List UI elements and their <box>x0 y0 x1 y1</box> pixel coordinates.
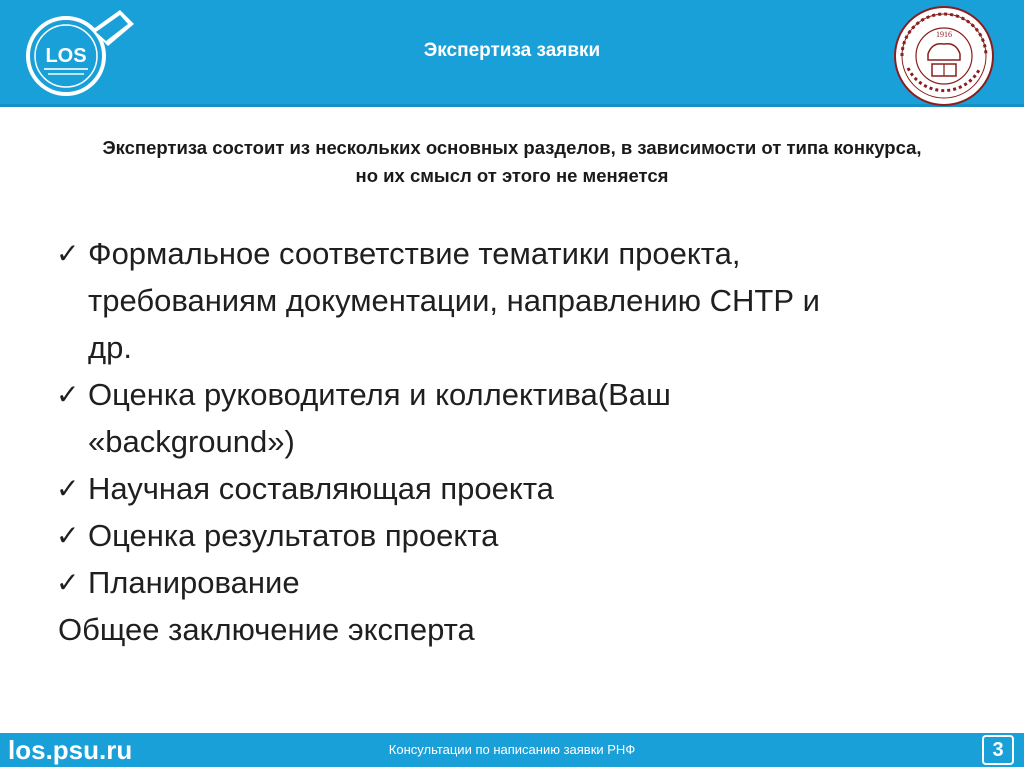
list-item <box>56 465 976 512</box>
list-item-line: Научная составляющая проекта <box>88 471 554 506</box>
list-item <box>56 371 976 465</box>
checkmark-icon: ✓ <box>56 520 80 551</box>
list-item <box>56 512 976 559</box>
los-logo-text: LOS <box>45 45 87 67</box>
checkmark-icon: ✓ <box>56 567 80 598</box>
list-item <box>56 559 976 606</box>
header-bar <box>0 0 1024 107</box>
criteria-list <box>56 230 976 653</box>
list-item-line: требованиям документации, направлению СНТР и <box>88 283 820 318</box>
list-item-line: «background») <box>88 424 295 459</box>
footer-caption: Консультации по написанию заявки РНФ <box>388 742 636 757</box>
university-seal-icon <box>888 4 1000 108</box>
checkmark-icon: ✓ <box>56 379 80 410</box>
conclusion-text: Общее заключение эксперта <box>58 612 475 647</box>
list-item-line: др. <box>88 330 132 365</box>
subtitle-line-1: Экспертиза состоит из нескольких основных разделов, в зависимости от типа конкурса, <box>102 137 922 158</box>
subtitle-line-2: но их смысл от этого не меняется <box>355 165 669 186</box>
site-link[interactable]: los.psu.ru <box>8 735 133 765</box>
page-number: 3 <box>982 735 1014 765</box>
list-item-line: Формальное соответствие тематики проекта, <box>88 236 741 271</box>
checkmark-icon: ✓ <box>56 238 80 269</box>
list-item <box>56 230 976 371</box>
list-item-line: Оценка результатов проекта <box>88 518 499 553</box>
footer-bar <box>0 733 1024 767</box>
slide-subtitle <box>20 134 1004 190</box>
list-item-line: Оценка руководителя и коллектива(Ваш <box>88 377 671 412</box>
seal-year: 1916 <box>936 30 952 39</box>
checkmark-icon: ✓ <box>56 473 80 504</box>
page-title: Экспертиза заявки <box>423 40 601 61</box>
list-item-line: Планирование <box>88 565 300 600</box>
